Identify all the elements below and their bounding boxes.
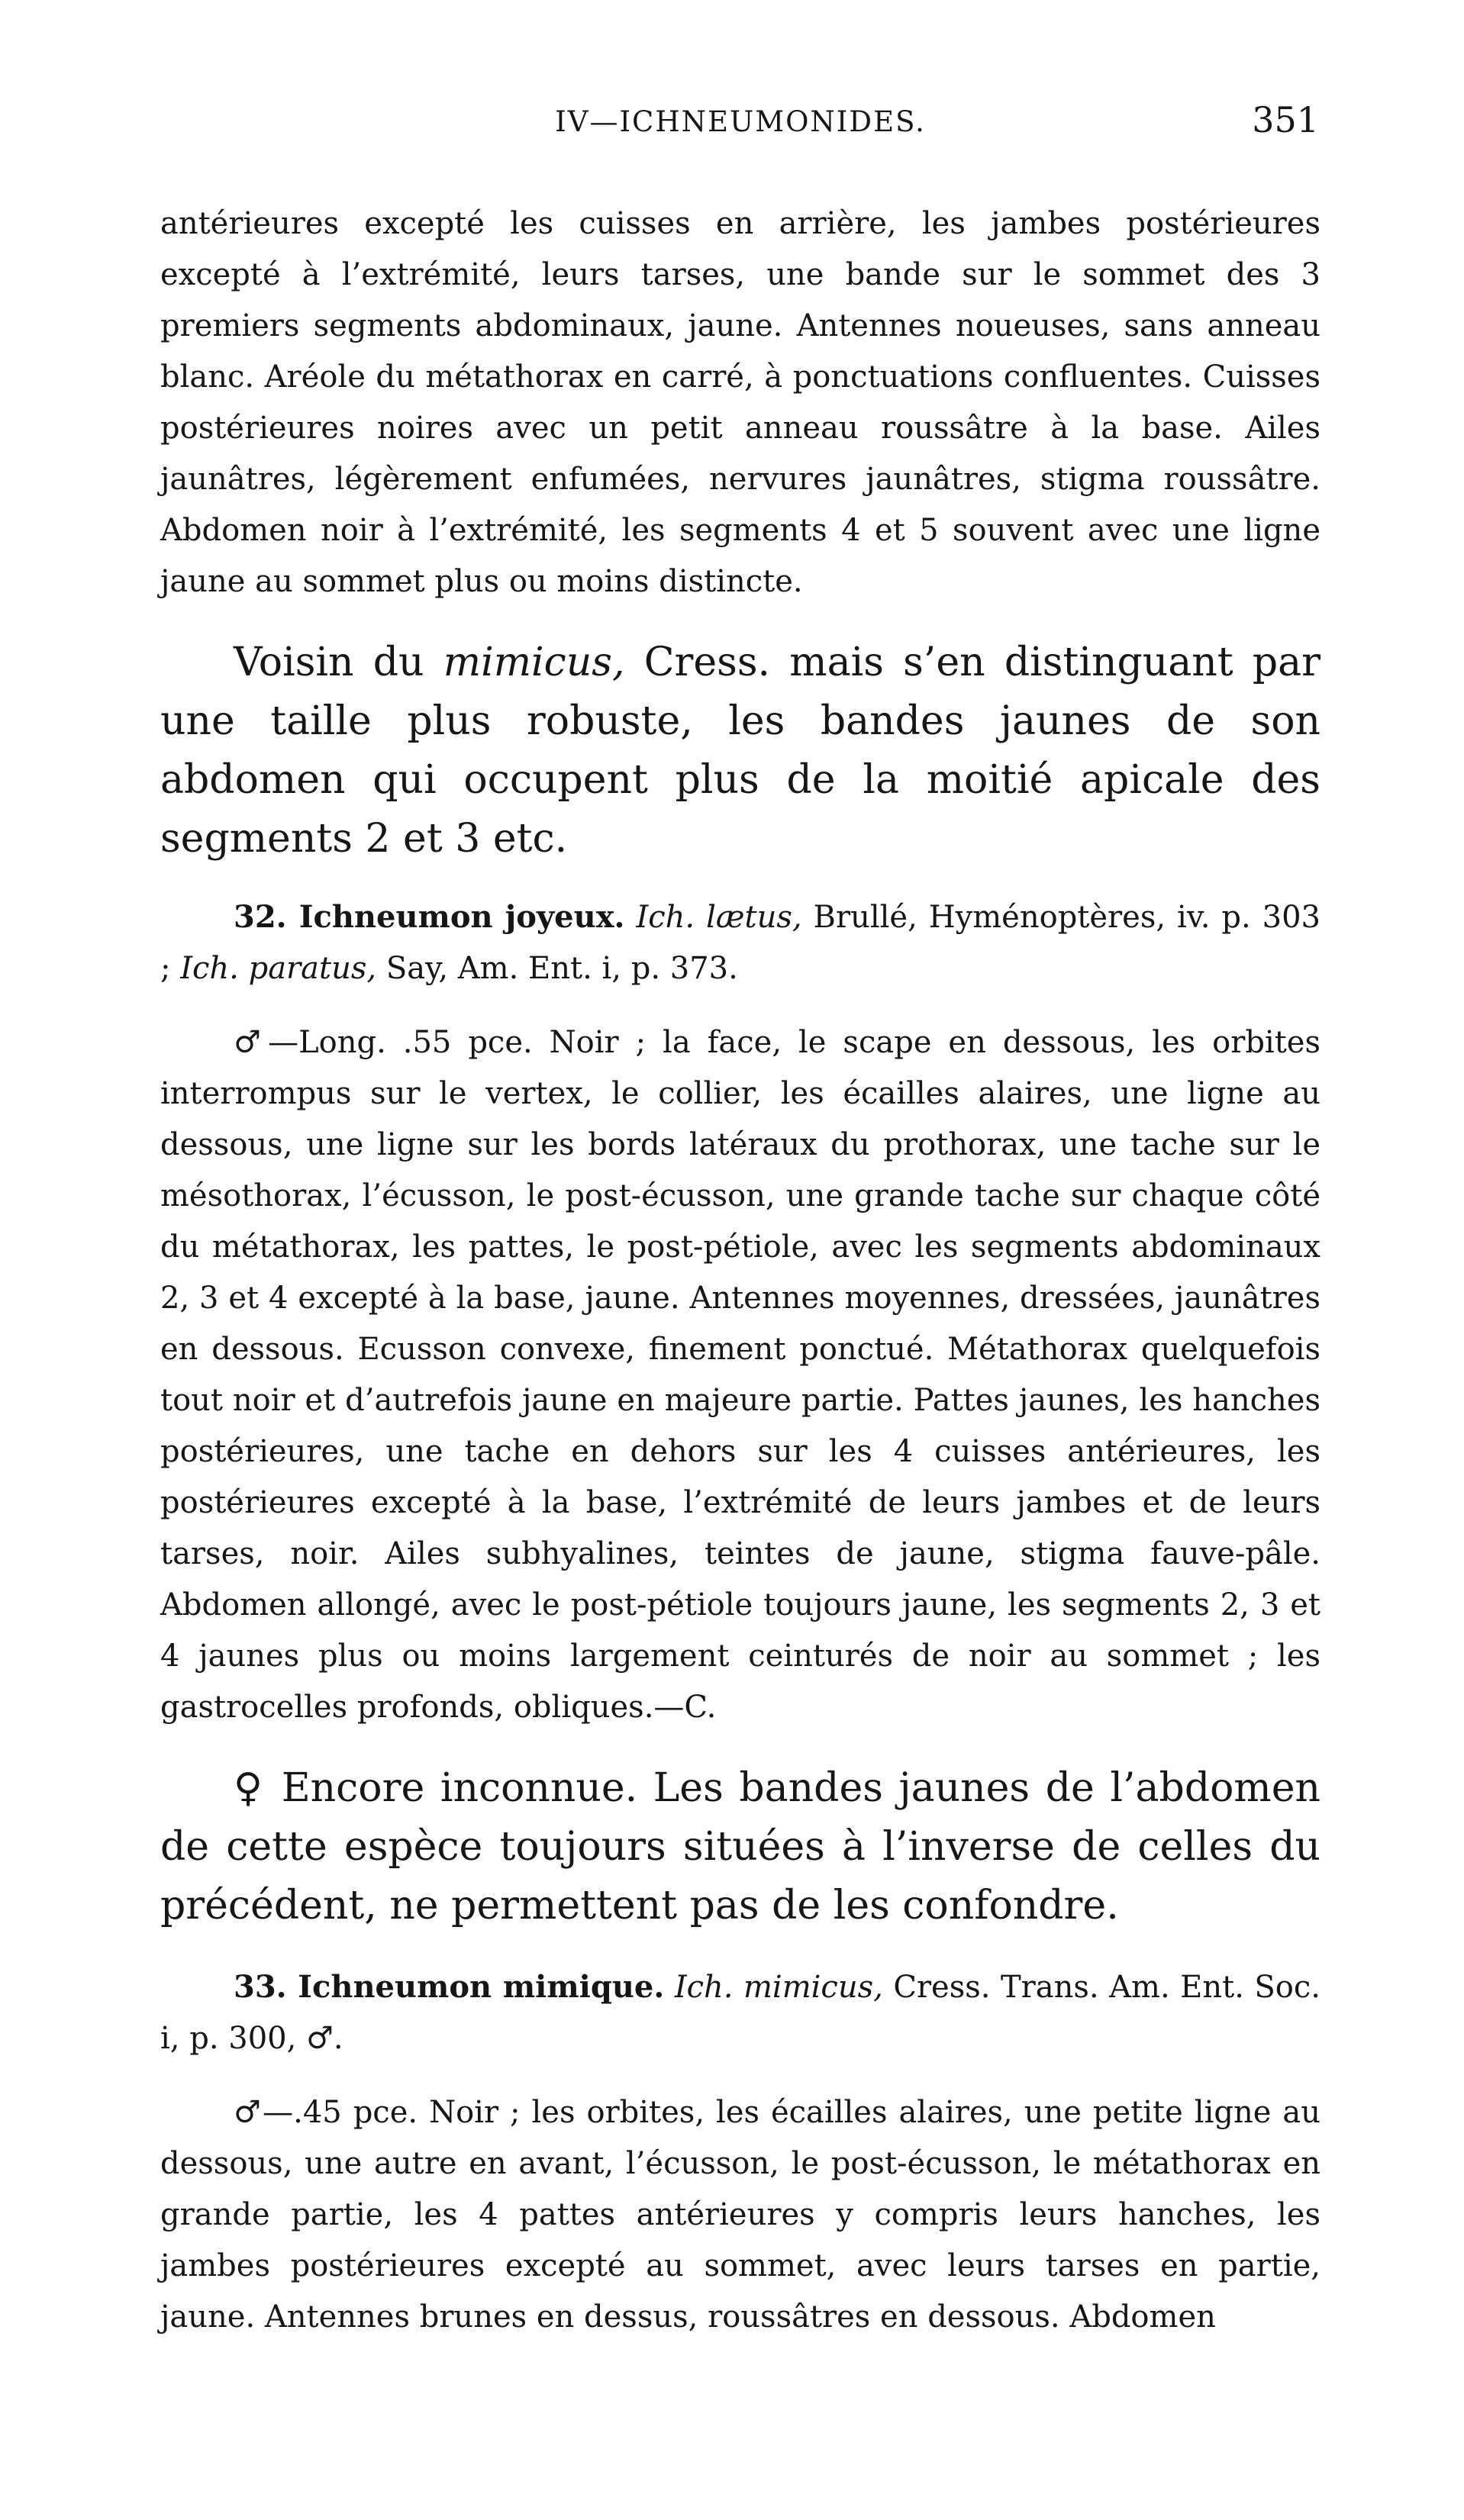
species-synonym-paratus: Ich. paratus,	[180, 951, 377, 986]
species-heading-32: 32. Ichneumon joyeux.	[234, 899, 625, 935]
species-citation-cresson: Cress. Trans. Am. Ent. Soc. i, p. 300, ♂.	[160, 1970, 1321, 2056]
species-citation-brulle: Brullé, Hyménoptères, iv. p. 303 ;	[160, 900, 1321, 986]
male-description-32: ♂—Long. .55 pce. Noir ; la face, le scape en dessous, les orbites interrompus sur le vertex, le collier, les écailles alaires, une ligne au dessous, une ligne sur les bords latéraux du prothorax, une tache sur le mésothorax, l’écusson, le post-écusson, une grande tache sur chaque côté du métathorax, les pattes, le post-pétiole, avec les segments abdominaux 2, 3 et 4 excepté à la base, jaune. Antennes moyennes, dressées, jaunâtres en dessous. Ecusson convexe, finement ponctué. Métathorax quelquefois tout noir et d’autrefois jaune en majeure partie. Pattes jaunes, les hanches postérieures, une tache en dehors sur les 4 cuisses antérieures, les postérieures excepté à la base, l’extrémité de leurs jambes et de leurs tarses, noir. Ailes subhyalines, teintes de jaune, stigma fauve-pâle. Abdomen allongé, avec le post-pétiole toujours jaune, les segments 2, 3 et 4 jaunes plus ou moins largement ceinturés de noir au sommet ; les gastrocelles profonds, obliques.—C.	[160, 1025, 1321, 1725]
document-page	[160, 99, 1321, 2343]
female-note-32: ♀ Encore inconnue. Les bandes jaunes de l’abdomen de cette espèce toujours situées à l’inverse de celles du précédent, ne permettent pas de les confondre.	[160, 1765, 1321, 1929]
species-reference-mimicus: mimicus,	[443, 640, 625, 685]
comparison-note-start: Voisin du	[234, 640, 443, 685]
running-head	[160, 99, 1321, 154]
species-entry-32	[160, 891, 1321, 994]
species-synonym-laetus: Ich. lætus,	[636, 900, 802, 935]
comparison-note-paragraph	[160, 633, 1321, 868]
comparison-note-rest: Cress. mais s’en distinguant par une taille plus robuste, les bandes jaunes de son abdomen qui occupent plus de la moitié apicale des segments 2 et 3 etc.	[160, 640, 1321, 862]
species-heading-33: 33. Ichneumon mimique.	[234, 1969, 665, 2005]
description-continued-paragraph: antérieures excepté les cuisses en arrière, les jambes postérieures excepté à l’extrémité, leurs tarses, une bande sur le sommet des 3 premiers segments abdominaux, jaune. Antennes noueuses, sans anneau blanc. Aréole du métathorax en carré, à ponctuations confluentes. Cuisses postérieures noires avec un petit anneau roussâtre à la base. Ailes jaunâtres, légèrement enfumées, nervures jaunâtres, stigma roussâtre. Abdomen noir à l’extrémité, les segments 4 et 5 souvent avec une ligne jaune au sommet plus ou moins distincte.	[160, 206, 1321, 599]
running-head-title: IV—ICHNEUMONIDES.	[555, 105, 926, 138]
species-entry-33	[160, 1961, 1321, 2064]
species-synonym-mimicus: Ich. mimicus,	[674, 1970, 883, 2005]
species-citation-say: Say, Am. Ent. i, p. 373.	[376, 951, 738, 986]
page-number: 351	[1252, 99, 1319, 140]
male-description-33: ♂—.45 pce. Noir ; les orbites, les écailles alaires, une petite ligne au dessous, une autre en avant, l’écusson, le post-écusson, le métathorax en grande partie, les 4 pattes antérieures y compris leurs hanches, les jambes postérieures excepté au sommet, avec leurs tarses en partie, jaune. Antennes brunes en dessus, roussâtres en dessous. Abdomen	[160, 2095, 1321, 2335]
